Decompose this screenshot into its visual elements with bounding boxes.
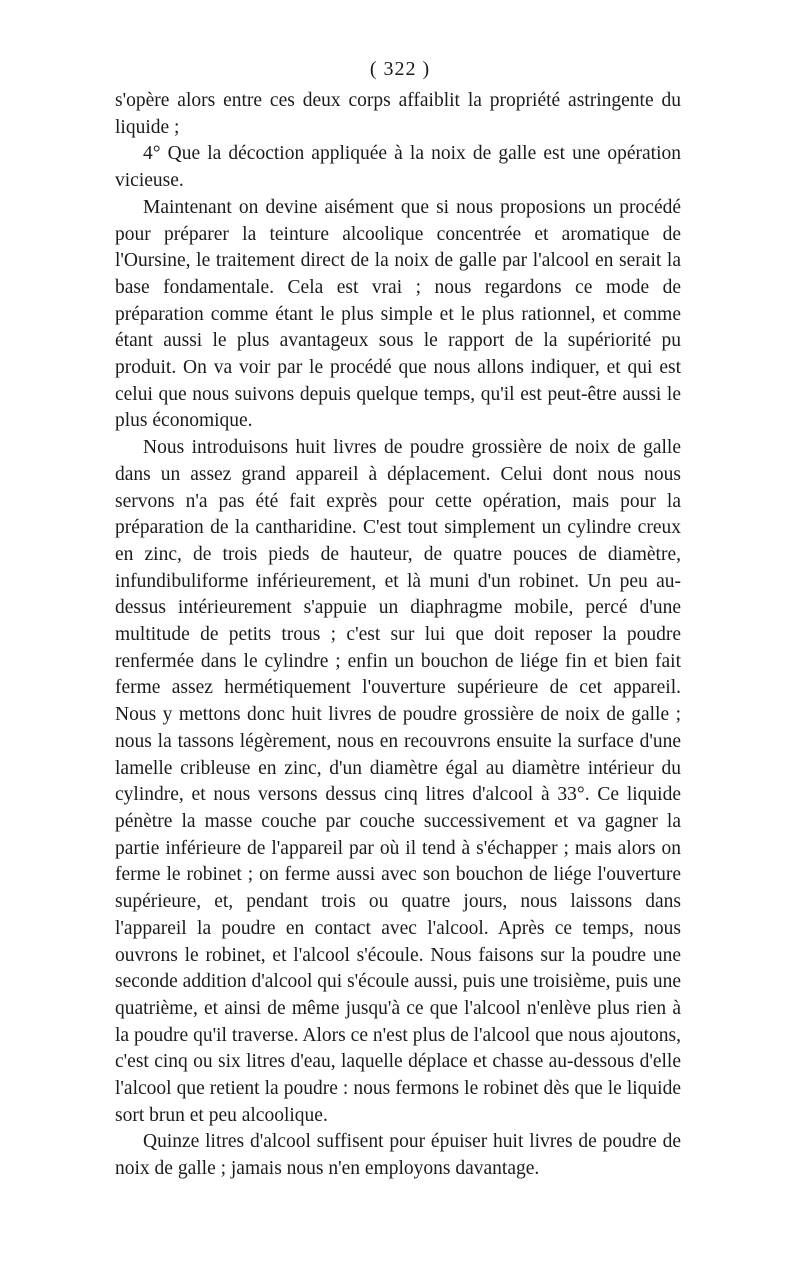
paragraph-procedure: Nous introduisons huit livres de poudre grossière de noix de galle dans un assez grand appareil à déplacement. Celui dont nous nous servons n'a pas été fait exprès pour cette opération, mais pour la préparation de la cantharidine. C'est tout simplement un cylindre creux en zinc, de trois pieds de hauteur, de quatre pouces de diamètre, infundibuliforme inférieurement, et là muni d'un robinet. Un peu au-dessus intérieurement s'appuie un diaphragme mobile, percé d'une multitude de petits trous ; c'est sur lui que doit reposer la poudre renfermée dans le cylindre ; enfin un bouchon de liége fin et bien fait ferme assez hermétiquement l'ouverture supérieure de cet appareil. Nous y mettons donc huit livres de poudre grossière de noix de galle ; nous la tassons légèrement, nous en recouvrons ensuite la surface d'une lamelle cribleuse en zinc, d'un diamètre égal au diamètre intérieur du cylindre, et nous versons dessus cinq litres d'alcool à 33°. Ce liquide pénètre la masse couche par couche successivement et va gagner la partie inférieure de l'appareil par où il tend à s'échapper ; mais alors on ferme le robinet ; on ferme aussi avec son bouchon de liége l'ouverture supérieure, et, pendant trois ou quatre jours, nous laissons dans l'appareil la poudre en contact avec l'alcool. Après ce temps, nous ouvrons le robinet, et l'alcool s'écoule. Nous faisons sur la poudre une seconde addition d'alcool qui s'écoule aussi, puis une troisième, puis une quatrième, et ainsi de même jusqu'à ce que l'alcool n'enlève plus rien à la poudre qu'il traverse. Alors ce n'est plus de l'alcool que nous ajoutons, c'est cinq ou six litres d'eau, laquelle déplace et chasse au-dessous d'elle l'alcool que retient la poudre : nous fermons le robinet dès que le liquide sort brun et peu alcoolique. [115,437,681,1126]
paragraph-continuation: s'opère alors entre ces deux corps affaiblit la propriété astringente du liquide ; [115,90,681,138]
paragraph-point-4: 4° Que la décoction appliquée à la noix de galle est une opération vicieuse. [115,143,681,192]
paragraph-maintenant: Maintenant on devine aisément que si nous proposions un procédé pour préparer la teinture alcoolique concentrée et aromatique de l'Oursine, le traitement direct de la noix de galle par l'alcool en serait la base fondamentale. Cela est vrai ; nous regardons ce mode de préparation comme étant le plus simple et le plus rationnel, et comme étant aussi le plus avantageux sous le rapport de la supériorité pu produit. On va voir par le procédé que nous allons indiquer, et qui est celui que nous suivons depuis quelque temps, qu'il est peut-être aussi le plus économique. [115,196,681,432]
body-text [115,88,681,1183]
paragraph-conclusion: Quinze litres d'alcool suffisent pour épuiser huit livres de poudre de noix de galle ; jamais nous n'en employons davantage. [115,1131,681,1180]
page-number: ( 322 ) [369,58,431,80]
